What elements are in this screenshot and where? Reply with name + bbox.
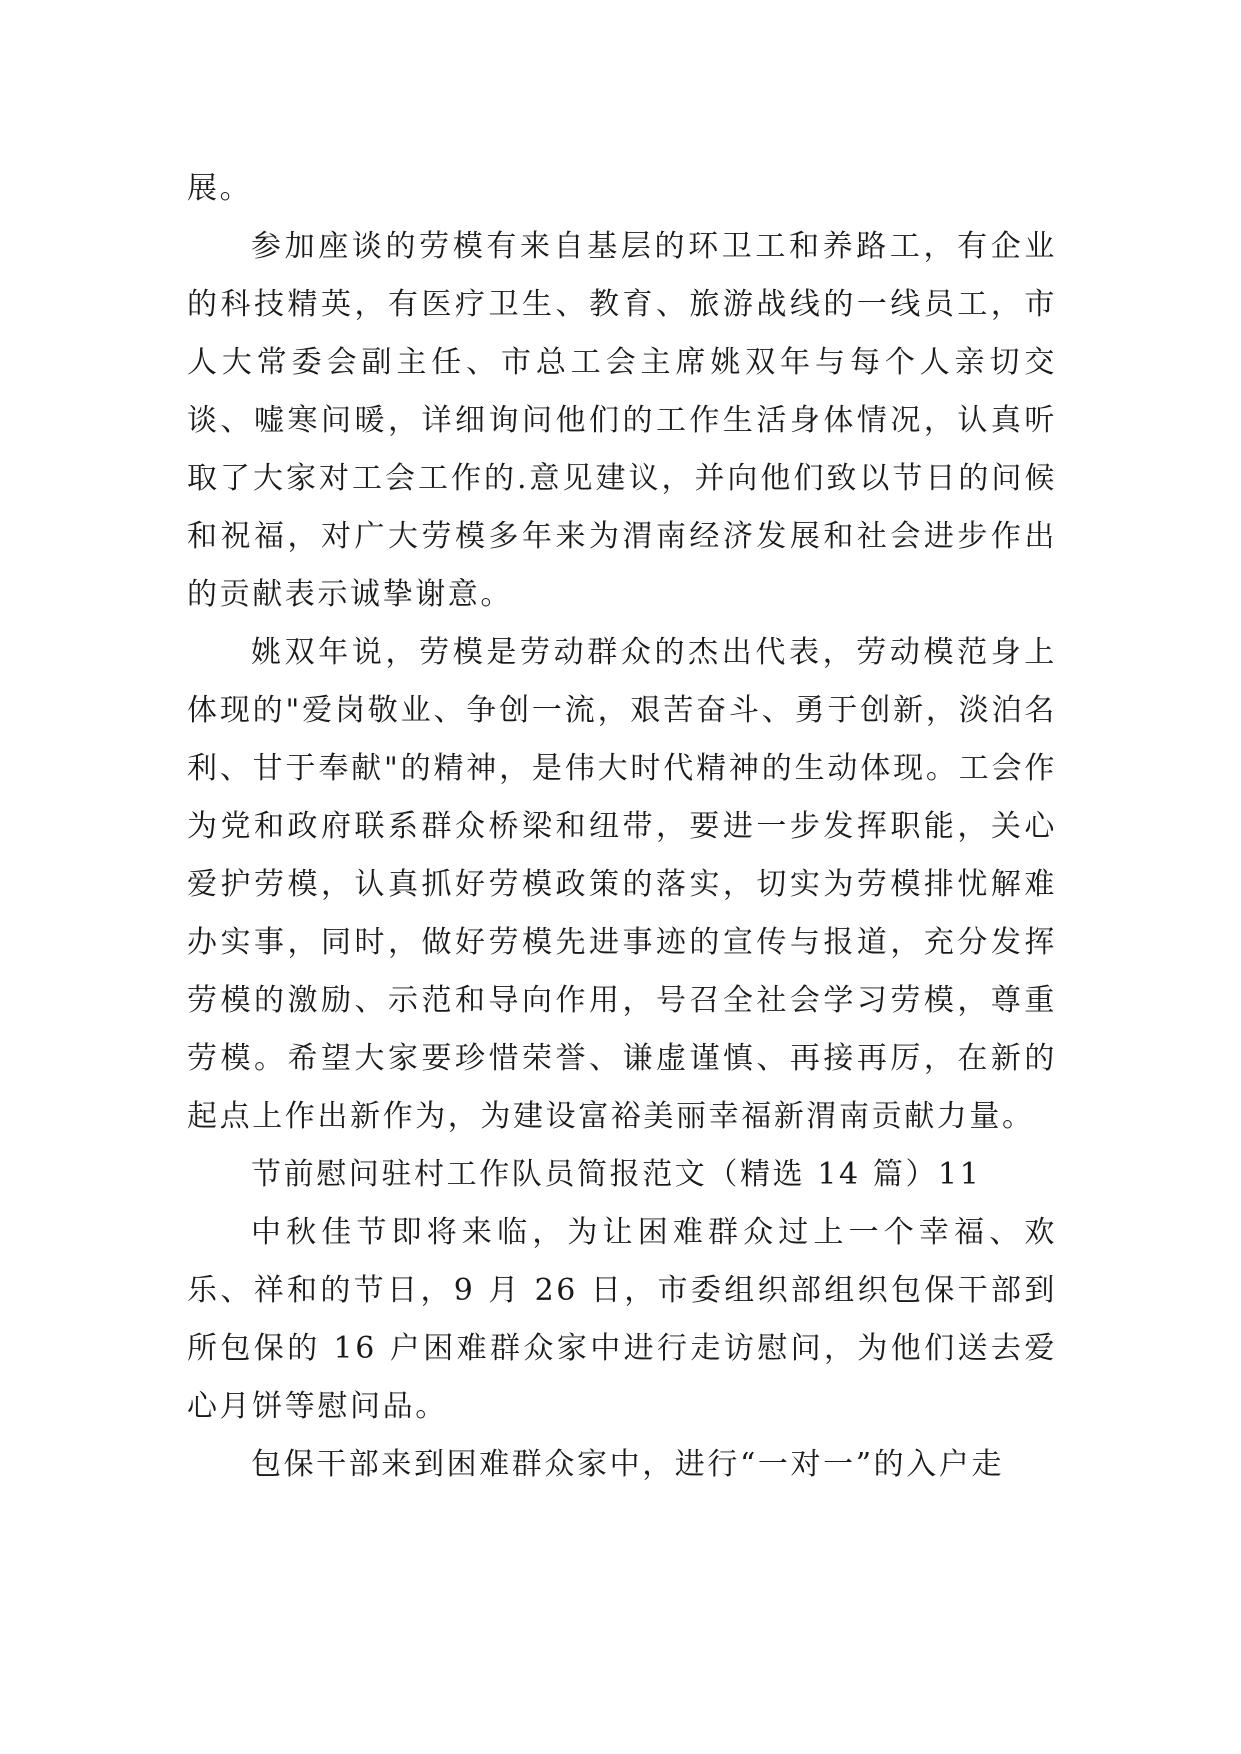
paragraph-continuation: 展。 [187,171,253,206]
document-body [187,160,1057,1494]
paragraph-model-workers-forum: 参加座谈的劳模有来自基层的环卫工和养路工，有企业的科技精英，有医疗卫生、教育、旅游战线的一线员工，市人大常委会副主任、市总工会主席姚双年与每个人亲切交谈、嘘寒问暖，详细询问他们的工作生活身体情况，认真听取了大家对工会工作的.意见建议，并向他们致以节日的问候和祝福，对广大劳模多年来为渭南经济发展和社会进步作出的贡献表示诚挚谢意。 [187,229,1057,612]
paragraph-mid-autumn: 中秋佳节即将来临，为让困难群众过上一个幸福、欢乐、祥和的节日，9 月 26 日，市委组织部组织包保干部到所包保的 16 户困难群众家中进行走访慰问，为他们送去爱心月饼等慰问品。 [187,1215,1057,1424]
paragraph-visit: 包保干部来到困难群众家中，进行“一对一”的入户走 [251,1447,1005,1482]
section-heading: 节前慰问驻村工作队员简报范文（精选 14 篇）11 [251,1157,982,1192]
paragraph-speech: 姚双年说，劳模是劳动群众的杰出代表，劳动模范身上体现的"爱岗敬业、争创一流，艰苦奋斗、勇于创新，淡泊名利、甘于奉献"的精神，是伟大时代精神的生动体现。工会作为党和政府联系群众桥梁和纽带，要进一步发挥职能，关心爱护劳模，认真抓好劳模政策的落实，切实为劳模排忧解难办实事，同时，做好劳模先进事迹的宣传与报道，充分发挥劳模的激励、示范和导向作用，号召全社会学习劳模，尊重劳模。希望大家要珍惜荣誉、谦虚谨慎、再接再厉，在新的起点上作出新作为，为建设富裕美丽幸福新渭南贡献力量。 [187,635,1057,1134]
